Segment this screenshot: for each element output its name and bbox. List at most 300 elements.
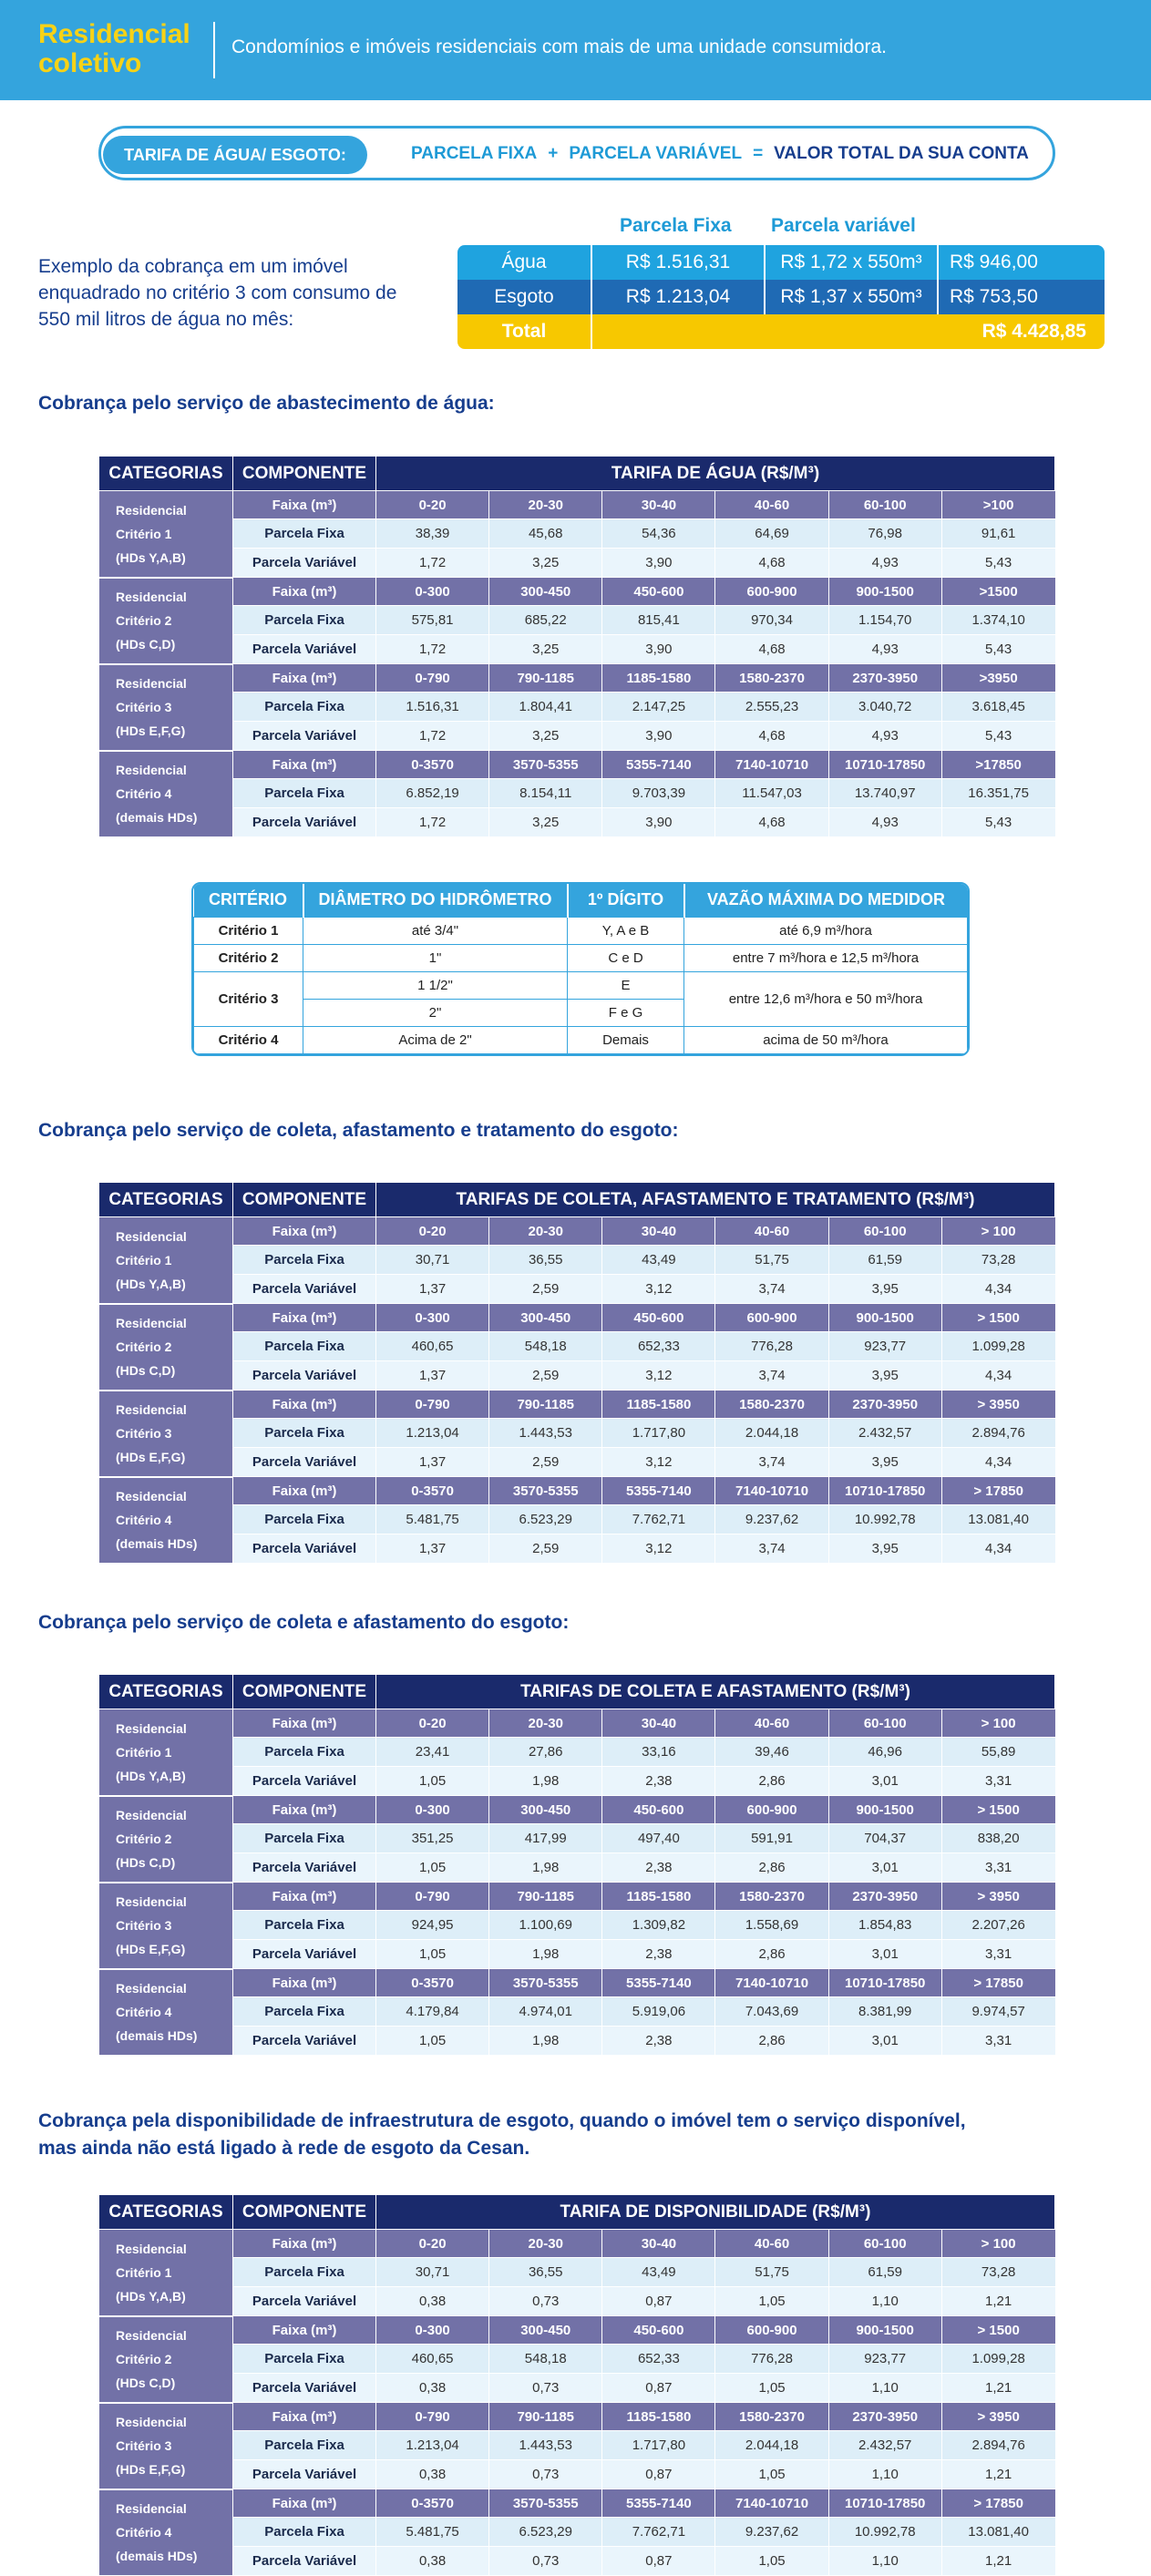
table-cell: 5.481,75 [376, 2518, 489, 2547]
table-cell: 27,86 [489, 1738, 602, 1767]
table-cell: 600-900 [715, 1796, 828, 1824]
category-line: (demais HDs) [116, 810, 198, 825]
table-cell: 300-450 [489, 2316, 602, 2345]
table-cell: 1,10 [828, 2287, 941, 2316]
table-cell: 20-30 [489, 2230, 602, 2258]
table-cell: 10710-17850 [828, 1969, 941, 1997]
table-cell: 5,43 [941, 722, 1054, 751]
table-row-faixa [99, 2489, 1055, 2518]
table-cell: 1580-2370 [715, 2403, 828, 2431]
category-line: (HDs Y,A,B) [116, 549, 186, 565]
page-subtitle: Condomínios e imóveis residenciais com mais de uma unidade consumidora. [231, 36, 888, 57]
table-cell: 300-450 [489, 1796, 602, 1824]
table-cell: 1185-1580 [602, 664, 715, 693]
table-row-variavel [99, 2027, 1055, 2056]
table-cell: 838,20 [941, 1824, 1054, 1853]
table-row-variavel [99, 1853, 1055, 1883]
table-cell: 0,87 [602, 2460, 715, 2489]
criterion-diameter: 2" [303, 999, 568, 1026]
table-cell: 0-790 [376, 664, 489, 693]
formula-label: TARIFA DE ÁGUA/ ESGOTO: [103, 136, 367, 174]
table-cell: > 3950 [941, 2403, 1054, 2431]
component-label: Parcela Variável [233, 2374, 376, 2403]
table-cell: 4,68 [715, 635, 828, 664]
table-row-variavel [99, 722, 1055, 751]
table-cell: 2.432,57 [828, 2431, 941, 2460]
table-cell: 1185-1580 [602, 1883, 715, 1911]
table-row-variavel [99, 2287, 1055, 2316]
table-cell: 9.237,62 [715, 1505, 828, 1534]
component-label: Parcela Variável [233, 1361, 376, 1391]
table-row-faixa [99, 1709, 1055, 1738]
table-header-row [99, 2195, 1055, 2230]
formula-expression [411, 144, 1029, 164]
component-label: Parcela Variável [233, 808, 376, 837]
criterion-table [191, 882, 970, 1056]
table-cell: 3570-5355 [489, 1477, 602, 1505]
table-row-faixa [99, 1217, 1055, 1246]
table-cell: 4,34 [941, 1275, 1054, 1304]
table-cell: 1580-2370 [715, 1883, 828, 1911]
page-title-line2: coletivo [38, 48, 142, 78]
table-row-variavel [99, 1940, 1055, 1969]
category-cell [99, 2316, 233, 2403]
table-row-fixa [99, 1419, 1055, 1448]
table-row-faixa [99, 491, 1055, 519]
table-cell: 3,01 [828, 1853, 941, 1883]
category-line: Residencial [116, 2415, 187, 2429]
table-cell: 3,01 [828, 2027, 941, 2056]
table-cell: 1,05 [715, 2547, 828, 2576]
component-label: Faixa (m³) [233, 1709, 376, 1738]
criterion-name: Critério 1 [194, 917, 303, 944]
category-line: Residencial [116, 1489, 187, 1504]
table-cell: 460,65 [376, 1332, 489, 1361]
category-line: Residencial [116, 1316, 187, 1330]
formula-plus: + [548, 144, 559, 163]
criterion-flow: entre 7 m³/hora e 12,5 m³/hora [684, 944, 968, 971]
example-row-agua [457, 245, 1105, 280]
table-cell: 2370-3950 [828, 1883, 941, 1911]
category-cell [99, 751, 233, 837]
category-line: Residencial [116, 1894, 187, 1909]
table-cell: 4,93 [828, 808, 941, 837]
table-cell: 43,49 [602, 1246, 715, 1275]
header-tarifa: TARIFAS DE COLETA, AFASTAMENTO E TRATAMENTO (R$/M³) [376, 1183, 1055, 1217]
table-cell: 1.374,10 [941, 606, 1054, 635]
table-cell: 1580-2370 [715, 1391, 828, 1419]
table-cell: 2,86 [715, 2027, 828, 2056]
table-cell: 0-300 [376, 578, 489, 606]
table-cell: 2.044,18 [715, 2431, 828, 2460]
component-label: Faixa (m³) [233, 491, 376, 519]
table-cell: 2,59 [489, 1275, 602, 1304]
component-label: Faixa (m³) [233, 1477, 376, 1505]
table-cell: 450-600 [602, 2316, 715, 2345]
table-row-variavel [99, 1361, 1055, 1391]
table-cell: > 17850 [941, 1969, 1054, 1997]
criterion-flow: acima de 50 m³/hora [684, 1026, 968, 1053]
table-cell: 1.099,28 [941, 1332, 1054, 1361]
table-cell: 1.717,80 [602, 2431, 715, 2460]
table-cell: 1,37 [376, 1448, 489, 1477]
table-header-row [99, 1675, 1055, 1709]
table-cell: 1,05 [376, 2027, 489, 2056]
table-cell: 7.762,71 [602, 1505, 715, 1534]
table-cell: 5,43 [941, 549, 1054, 578]
table-row-fixa [99, 2258, 1055, 2287]
table-cell: > 17850 [941, 2489, 1054, 2518]
category-cell [99, 491, 233, 578]
table-cell: 1,05 [376, 1853, 489, 1883]
table-row-fixa [99, 1911, 1055, 1940]
category-line: Critério 1 [116, 1744, 172, 1760]
table-cell: 460,65 [376, 2345, 489, 2374]
component-label: Parcela Fixa [233, 2518, 376, 2547]
table-cell: 33,16 [602, 1738, 715, 1767]
category-cell [99, 1709, 233, 1796]
table-cell: 30,71 [376, 1246, 489, 1275]
header-categorias: CATEGORIAS [99, 1183, 233, 1217]
table-cell: 5355-7140 [602, 1477, 715, 1505]
table-cell: 2,86 [715, 1940, 828, 1969]
table-row-fixa [99, 1824, 1055, 1853]
table-cell: 1.154,70 [828, 606, 941, 635]
table-cell: 3,90 [602, 635, 715, 664]
criterion-header: VAZÃO MÁXIMA DO MEDIDOR [684, 884, 968, 917]
table-cell: 1,10 [828, 2374, 941, 2403]
table-cell: 2.207,26 [941, 1911, 1054, 1940]
table-cell: 3,25 [489, 635, 602, 664]
table-cell: 3570-5355 [489, 2489, 602, 2518]
table-cell: 51,75 [715, 2258, 828, 2287]
table-cell: 2,38 [602, 1853, 715, 1883]
table-cell: 8.381,99 [828, 1997, 941, 2027]
table-cell: 38,39 [376, 519, 489, 549]
category-line: (HDs Y,A,B) [116, 1768, 186, 1783]
component-label: Faixa (m³) [233, 1304, 376, 1332]
table-cell: 3,25 [489, 808, 602, 837]
category-cell [99, 1969, 233, 2056]
table-cell: 0-3570 [376, 751, 489, 779]
header-tarifa: TARIFA DE DISPONIBILIDADE (R$/M³) [376, 2195, 1055, 2230]
category-line: Critério 4 [116, 2005, 172, 2019]
criterion-name: Critério 2 [194, 944, 303, 971]
table-cell: 0,73 [489, 2374, 602, 2403]
table-cell: 0,87 [602, 2287, 715, 2316]
table-cell: 2,59 [489, 1361, 602, 1391]
table-cell: 0-790 [376, 2403, 489, 2431]
table-cell: 1,37 [376, 1534, 489, 1564]
example-row-variavel: R$ 1,72 x 550m³ [766, 245, 939, 280]
table-cell: > 100 [941, 1709, 1054, 1738]
table-cell: 55,89 [941, 1738, 1054, 1767]
table-cell: 4,68 [715, 722, 828, 751]
table-cell: 40-60 [715, 1709, 828, 1738]
table-cell: 1.309,82 [602, 1911, 715, 1940]
table-cell: 790-1185 [489, 664, 602, 693]
component-label: Faixa (m³) [233, 2316, 376, 2345]
table-cell: 10.992,78 [828, 2518, 941, 2547]
table-cell: 4.179,84 [376, 1997, 489, 2027]
table-cell: 13.081,40 [941, 1505, 1054, 1534]
table-cell: 5.919,06 [602, 1997, 715, 2027]
table-cell: > 1500 [941, 1304, 1054, 1332]
table-cell: 1.717,80 [602, 1419, 715, 1448]
table-cell: 0-20 [376, 2230, 489, 2258]
table-cell: 3,12 [602, 1448, 715, 1477]
table-cell: 685,22 [489, 606, 602, 635]
table-cell: 1.099,28 [941, 2345, 1054, 2374]
page-header [0, 0, 1151, 100]
table-cell: 1.213,04 [376, 2431, 489, 2460]
table-cell: 1,72 [376, 549, 489, 578]
table-cell: 2,86 [715, 1853, 828, 1883]
table-cell: 2.555,23 [715, 693, 828, 722]
table-cell: 10.992,78 [828, 1505, 941, 1534]
criterion-header: DIÂMETRO DO HIDRÔMETRO [303, 884, 568, 917]
table-cell: 4,68 [715, 549, 828, 578]
table-cell: 0,38 [376, 2287, 489, 2316]
table-cell: 3.040,72 [828, 693, 941, 722]
table-row-fixa [99, 606, 1055, 635]
table-row-faixa [99, 2316, 1055, 2345]
category-line: Critério 1 [116, 2264, 172, 2280]
table-cell: 2.894,76 [941, 2431, 1054, 2460]
table-cell: 20-30 [489, 1709, 602, 1738]
table-cell: 1,21 [941, 2374, 1054, 2403]
table-header-row [99, 1183, 1055, 1217]
tariff-table-afastamento [98, 1674, 1055, 2057]
table-cell: 5,43 [941, 635, 1054, 664]
header-categorias: CATEGORIAS [99, 457, 233, 491]
table-cell: 1,05 [715, 2287, 828, 2316]
table-row-faixa [99, 751, 1055, 779]
table-cell: 1,37 [376, 1361, 489, 1391]
criterion-diameter: 1" [303, 944, 568, 971]
table-row-variavel [99, 549, 1055, 578]
table-cell: 36,55 [489, 2258, 602, 2287]
table-row-faixa [99, 1796, 1055, 1824]
formula-equals: = [753, 144, 764, 163]
table-row-variavel [99, 635, 1055, 664]
component-label: Faixa (m³) [233, 1391, 376, 1419]
table-row-faixa [99, 2230, 1055, 2258]
formula-fixa: PARCELA FIXA [411, 144, 538, 163]
table-cell: 351,25 [376, 1824, 489, 1853]
table-cell: 3,12 [602, 1534, 715, 1564]
category-line: (HDs C,D) [116, 637, 176, 652]
header-componente: COMPONENTE [233, 1183, 376, 1217]
category-cell [99, 2489, 233, 2576]
table-cell: 652,33 [602, 1332, 715, 1361]
category-line: Critério 3 [116, 2438, 172, 2453]
table-cell: 2.432,57 [828, 1419, 941, 1448]
category-cell [99, 2403, 233, 2489]
example-row-valor: R$ 753,50 [950, 286, 1038, 307]
table-cell: 900-1500 [828, 1796, 941, 1824]
table-cell: 2,38 [602, 1940, 715, 1969]
table-row-faixa [99, 2403, 1055, 2431]
criterion-flow: entre 12,6 m³/hora e 50 m³/hora [684, 971, 968, 1026]
table-cell: 1,37 [376, 1275, 489, 1304]
table-cell: 3,01 [828, 1940, 941, 1969]
table-cell: 1,72 [376, 808, 489, 837]
table-cell: 1,10 [828, 2460, 941, 2489]
section-title-agua: Cobrança pelo serviço de abastecimento de água: [38, 393, 495, 414]
component-label: Faixa (m³) [233, 664, 376, 693]
table-cell: 9.974,57 [941, 1997, 1054, 2027]
table-cell: 1,98 [489, 1767, 602, 1796]
table-cell: 548,18 [489, 1332, 602, 1361]
table-cell: 923,77 [828, 1332, 941, 1361]
component-label: Parcela Variável [233, 2027, 376, 2056]
category-line: Critério 2 [116, 1832, 172, 1846]
category-cell [99, 2230, 233, 2316]
table-cell: 54,36 [602, 519, 715, 549]
table-cell: 1185-1580 [602, 2403, 715, 2431]
table-cell: 591,91 [715, 1824, 828, 1853]
category-line: Residencial [116, 1981, 187, 1996]
table-cell: 2370-3950 [828, 2403, 941, 2431]
table-cell: 1.443,53 [489, 1419, 602, 1448]
table-cell: 10710-17850 [828, 2489, 941, 2518]
table-cell: > 100 [941, 1217, 1054, 1246]
component-label: Parcela Fixa [233, 1997, 376, 2027]
table-row-fixa [99, 693, 1055, 722]
table-cell: 2.147,25 [602, 693, 715, 722]
category-cell [99, 578, 233, 664]
table-cell: 46,96 [828, 1738, 941, 1767]
category-line: Critério 3 [116, 1426, 172, 1441]
category-line: Residencial [116, 2241, 187, 2256]
table-cell: 1,98 [489, 2027, 602, 2056]
component-label: Parcela Variável [233, 1940, 376, 1969]
table-cell: 5.481,75 [376, 1505, 489, 1534]
component-label: Parcela Variável [233, 2460, 376, 2489]
table-cell: > 17850 [941, 1477, 1054, 1505]
component-label: Faixa (m³) [233, 1796, 376, 1824]
category-line: (HDs E,F,G) [116, 2462, 186, 2477]
table-cell: 1.804,41 [489, 693, 602, 722]
table-cell: 2,59 [489, 1534, 602, 1564]
table-cell: > 3950 [941, 1391, 1054, 1419]
table-cell: 39,46 [715, 1738, 828, 1767]
component-label: Parcela Variável [233, 1534, 376, 1564]
table-cell: 0-20 [376, 491, 489, 519]
table-cell: 7.043,69 [715, 1997, 828, 2027]
table-cell: 1,21 [941, 2460, 1054, 2489]
table-cell: 3570-5355 [489, 751, 602, 779]
table-row-fixa [99, 2345, 1055, 2374]
table-cell: 2370-3950 [828, 664, 941, 693]
table-cell: 3,01 [828, 1767, 941, 1796]
category-line: Critério 2 [116, 2352, 172, 2366]
table-cell: 3,74 [715, 1534, 828, 1564]
component-label: Parcela Fixa [233, 693, 376, 722]
table-cell: 4,93 [828, 549, 941, 578]
table-cell: >3950 [941, 664, 1054, 693]
table-row-variavel [99, 1534, 1055, 1564]
criterion-digit: F e G [568, 999, 684, 1026]
table-cell: 0-300 [376, 2316, 489, 2345]
table-cell: 3,25 [489, 549, 602, 578]
criterion-row-1 [194, 917, 968, 944]
table-cell: 776,28 [715, 2345, 828, 2374]
component-label: Parcela Variável [233, 1853, 376, 1883]
table-cell: 16.351,75 [941, 779, 1054, 808]
table-cell: 1,98 [489, 1940, 602, 1969]
component-label: Parcela Variável [233, 635, 376, 664]
table-cell: 600-900 [715, 1304, 828, 1332]
table-cell: 73,28 [941, 2258, 1054, 2287]
section-title-tratamento: Cobrança pelo serviço de coleta, afastamento e tratamento do esgoto: [38, 1120, 679, 1141]
category-line: (demais HDs) [116, 1536, 198, 1551]
category-cell [99, 1304, 233, 1391]
table-cell: 2,38 [602, 2027, 715, 2056]
table-cell: 10710-17850 [828, 751, 941, 779]
table-cell: 3,12 [602, 1275, 715, 1304]
table-cell: 3,95 [828, 1361, 941, 1391]
table-cell: 73,28 [941, 1246, 1054, 1275]
criterion-digit: Y, A e B [568, 917, 684, 944]
table-cell: > 1500 [941, 1796, 1054, 1824]
table-row-faixa [99, 1477, 1055, 1505]
table-cell: 30-40 [602, 1709, 715, 1738]
criterion-header: CRITÉRIO [194, 884, 303, 917]
table-cell: 600-900 [715, 2316, 828, 2345]
table-cell: 61,59 [828, 2258, 941, 2287]
table-cell: 1580-2370 [715, 664, 828, 693]
page-title-line1: Residencial [38, 19, 190, 49]
table-cell: 1,05 [715, 2374, 828, 2403]
table-cell: 40-60 [715, 1217, 828, 1246]
table-cell: 51,75 [715, 1246, 828, 1275]
table-cell: 300-450 [489, 578, 602, 606]
formula-total: VALOR TOTAL DA SUA CONTA [774, 144, 1029, 163]
table-cell: 0-300 [376, 1304, 489, 1332]
component-label: Faixa (m³) [233, 2230, 376, 2258]
example-row-variavel: R$ 1,37 x 550m³ [766, 280, 939, 314]
table-cell: 0,87 [602, 2374, 715, 2403]
category-line: Residencial [116, 676, 187, 691]
tariff-formula [98, 126, 1055, 180]
table-row-faixa [99, 1969, 1055, 1997]
component-label: Parcela Fixa [233, 1332, 376, 1361]
table-cell: 4,93 [828, 722, 941, 751]
component-label: Parcela Variável [233, 1448, 376, 1477]
table-cell: 5355-7140 [602, 1969, 715, 1997]
table-cell: 3,95 [828, 1275, 941, 1304]
category-line: (HDs Y,A,B) [116, 1276, 186, 1291]
category-line: Residencial [116, 1228, 187, 1244]
table-cell: 497,40 [602, 1824, 715, 1853]
example-row-esgoto [457, 280, 1105, 314]
table-cell: 3,74 [715, 1361, 828, 1391]
table-cell: 3,25 [489, 722, 602, 751]
table-cell: > 3950 [941, 1883, 1054, 1911]
table-cell: 790-1185 [489, 1883, 602, 1911]
table-cell: 40-60 [715, 2230, 828, 2258]
table-cell: 1.100,69 [489, 1911, 602, 1940]
table-cell: 3,95 [828, 1448, 941, 1477]
table-cell: 300-450 [489, 1304, 602, 1332]
table-cell: 1.558,69 [715, 1911, 828, 1940]
table-cell: 815,41 [602, 606, 715, 635]
criterion-diameter: 1 1/2" [303, 971, 568, 999]
table-cell: 43,49 [602, 2258, 715, 2287]
table-cell: 417,99 [489, 1824, 602, 1853]
